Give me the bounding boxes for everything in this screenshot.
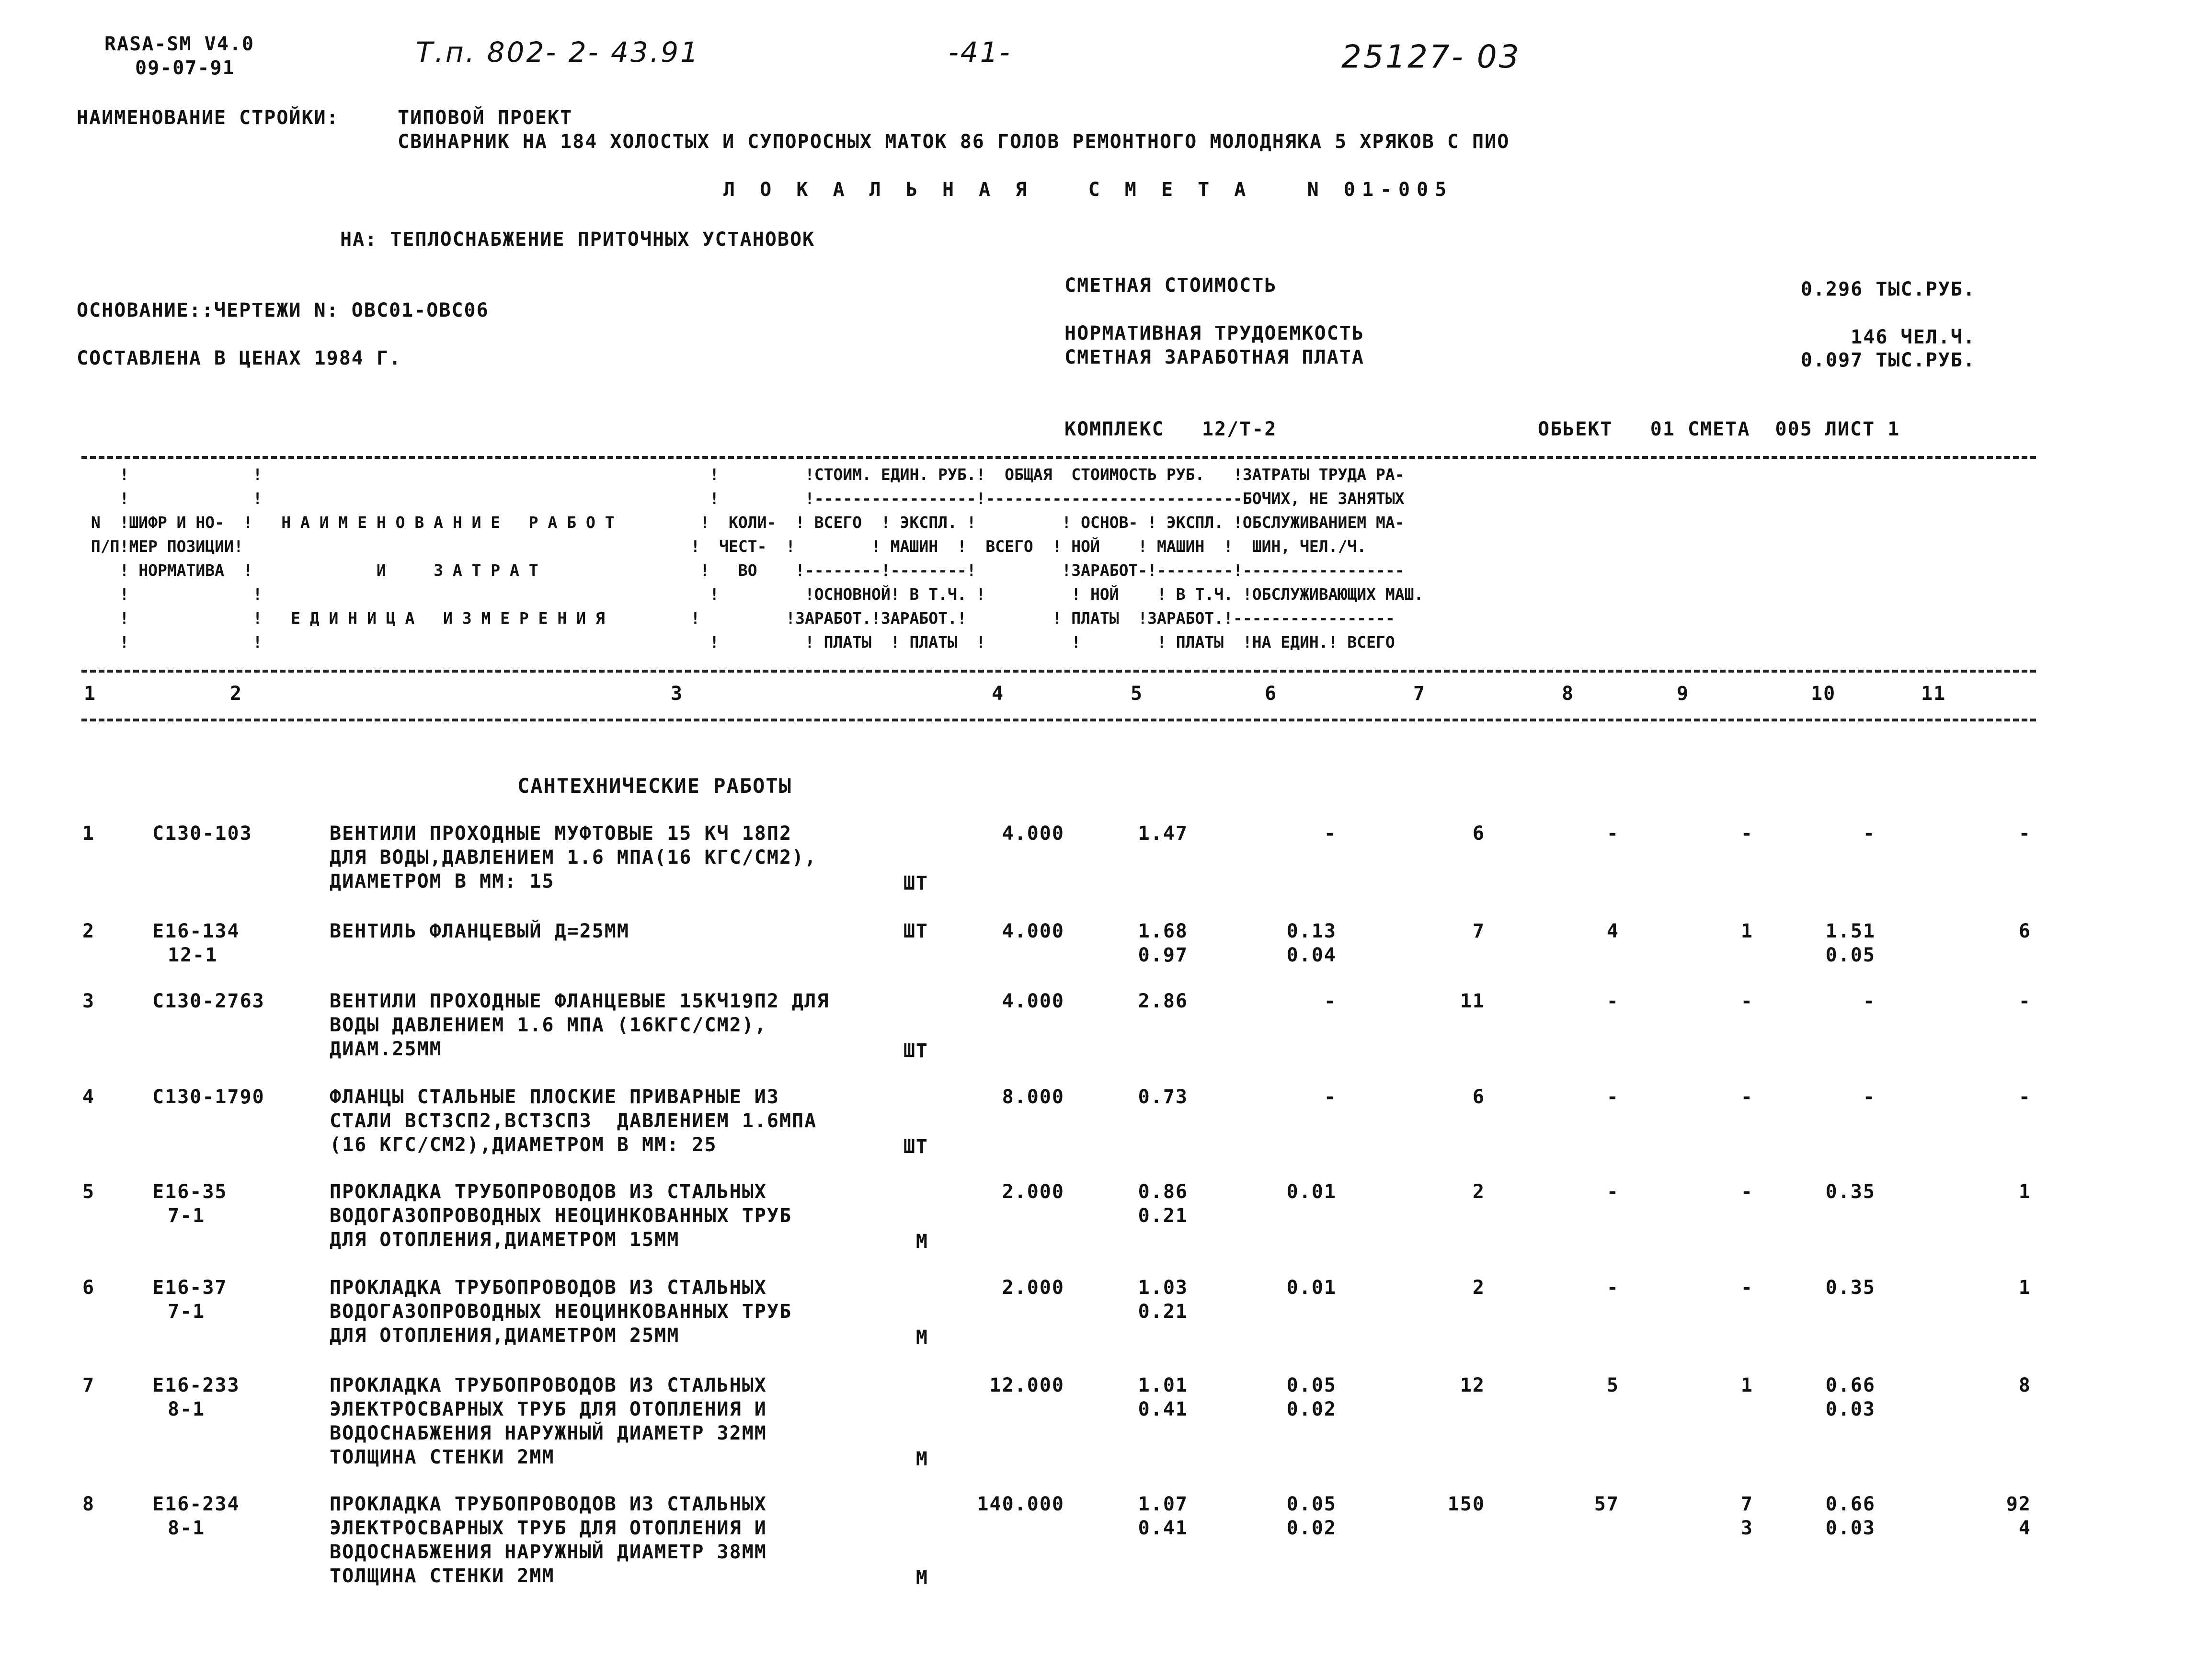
position-code: 12-1 [168, 944, 218, 966]
work-name-line: ДИАМЕТРОМ В ММ: 15 [330, 870, 555, 892]
unit-of-measure: ШТ [903, 1136, 928, 1158]
position-code: Е16-233 [152, 1374, 240, 1396]
machine-cost-cell: 0.01 [1286, 1277, 1337, 1299]
quantity-cell: 4.000 [1002, 823, 1064, 845]
labor-per-unit-cell: 0.66 [1825, 1374, 1876, 1396]
row-number: 1 [82, 823, 95, 845]
work-name-line: ПРОКЛАДКА ТРУБОПРОВОДОВ ИЗ СТАЛЬНЫХ [330, 1374, 767, 1396]
position-code: 7-1 [168, 1301, 206, 1323]
machine-cost-cell: 0.05 [1286, 1374, 1337, 1396]
position-code: Е16-37 [152, 1277, 228, 1299]
document-title: Л О К А Л Ь Н А Я С М Е Т А N 01-005 [723, 179, 1453, 201]
column-number: 7 [1413, 683, 1426, 705]
unit-cost-cell: 0.41 [1138, 1398, 1188, 1420]
program-date: 09-07-91 [135, 57, 235, 79]
work-name-line: ДИАМ.25ММ [330, 1038, 442, 1060]
machine-total-cell: - [1740, 1277, 1753, 1299]
machine-cost-cell: 0.05 [1286, 1493, 1337, 1515]
header-line: ! ! ! ! ПЛАТЫ ! ПЛАТЫ ! ! ! ПЛАТЫ !НА ЕДИН.! ВСЕГО [81, 633, 1395, 651]
header-top-rule [81, 456, 2036, 459]
work-name-line: ВОДОГАЗОПРОВОДНЫХ НЕОЦИНКОВАННЫХ ТРУБ [330, 1301, 792, 1323]
labor-total-cell: 4 [2018, 1517, 2031, 1539]
work-name-line: (16 КГС/СМ2),ДИАМЕТРОМ В ММ: 25 [330, 1134, 717, 1156]
machine-total-cell: - [1740, 1181, 1753, 1203]
work-name-line: ФЛАНЦЫ СТАЛЬНЫЕ ПЛОСКИЕ ПРИВАРНЫЕ ИЗ [330, 1086, 779, 1108]
header-bottom-rule [81, 719, 2036, 721]
header-line: ! ! ! !-----------------!---------------------------БОЧИХ, НЕ ЗАНЯТЫХ [81, 489, 1405, 508]
work-name-line: ЭЛЕКТРОСВАРНЫХ ТРУБ ДЛЯ ОТОПЛЕНИЯ И [330, 1398, 767, 1420]
labor-total-cell: - [2018, 1086, 2031, 1108]
base-wage-cell: - [1606, 1086, 1619, 1108]
section-title: САНТЕХНИЧЕСКИЕ РАБОТЫ [517, 774, 792, 798]
header-line: ! НОРМАТИВА ! И З А Т Р А Т ! ВО !--------!--------! !ЗАРАБОТ-!--------!----------------- [81, 561, 1405, 580]
labor-total-cell: 1 [2018, 1277, 2031, 1299]
quantity-cell: 140.000 [977, 1493, 1064, 1515]
base-wage-cell: - [1606, 990, 1619, 1012]
construction-line2: СВИНАРНИК НА 184 ХОЛОСТЫХ И СУПОРОСНЫХ МАТОК 86 ГОЛОВ РЕМОНТНОГО МОЛОДНЯКА 5 ХРЯКОВ С ПИО [398, 131, 1510, 153]
unit-cost-cell: 0.21 [1138, 1205, 1188, 1227]
machine-total-cell: 3 [1740, 1517, 1753, 1539]
work-name-line: ПРОКЛАДКА ТРУБОПРОВОДОВ ИЗ СТАЛЬНЫХ [330, 1493, 767, 1515]
quantity-cell: 8.000 [1002, 1086, 1064, 1108]
row-number: 8 [82, 1493, 95, 1515]
labor-per-unit-cell: 0.35 [1825, 1277, 1876, 1299]
header-line: ! ! ! !СТОИМ. ЕДИН. РУБ.! ОБЩАЯ СТОИМОСТЬ РУБ. !ЗАТРАТЫ ТРУДА РА- [81, 465, 1405, 484]
machine-cost-cell: - [1324, 823, 1337, 845]
labor-per-unit-cell: 0.03 [1825, 1398, 1876, 1420]
column-number: 1 [84, 683, 97, 705]
labor-per-unit-cell: 0.66 [1825, 1493, 1876, 1515]
row-number: 2 [82, 920, 95, 942]
position-code: Е16-134 [152, 920, 240, 942]
wage-label: СМЕТНАЯ ЗАРАБОТНАЯ ПЛАТА [1064, 346, 1364, 368]
position-code: С130-2763 [152, 990, 265, 1012]
machine-cost-cell: 0.13 [1286, 920, 1337, 942]
total-cost-cell: 150 [1447, 1493, 1485, 1515]
labor-per-unit-cell: - [1863, 823, 1876, 845]
column-number: 8 [1562, 683, 1575, 705]
labor-per-unit-cell: - [1863, 990, 1876, 1012]
labor-value: 146 ЧЕЛ.Ч. [1851, 326, 1976, 348]
header-mid-rule [81, 670, 2036, 673]
machine-cost-cell: 0.04 [1286, 944, 1337, 966]
unit-cost-cell: 1.68 [1138, 920, 1188, 942]
total-cost-cell: 6 [1472, 823, 1485, 845]
unit-cost-cell: 1.07 [1138, 1493, 1188, 1515]
handwritten-project-ref: Т.п. 802- 2- 43.91 [416, 36, 700, 69]
work-name-line: ПРОКЛАДКА ТРУБОПРОВОДОВ ИЗ СТАЛЬНЫХ [330, 1277, 767, 1299]
quantity-cell: 4.000 [1002, 920, 1064, 942]
column-number: 3 [671, 683, 684, 705]
unit-of-measure: М [915, 1448, 928, 1470]
machine-cost-cell: - [1324, 1086, 1337, 1108]
work-name-line: ПРОКЛАДКА ТРУБОПРОВОДОВ ИЗ СТАЛЬНЫХ [330, 1181, 767, 1203]
work-name-line: ТОЛЩИНА СТЕНКИ 2ММ [330, 1565, 555, 1587]
unit-of-measure: ШТ [903, 1040, 928, 1062]
row-number: 3 [82, 990, 95, 1012]
row-number: 4 [82, 1086, 95, 1108]
complex-label: КОМПЛЕКС 12/Т-2 [1064, 418, 1277, 440]
machine-cost-cell: 0.02 [1286, 1517, 1337, 1539]
work-name-line: СТАЛИ ВСТ3СП2,ВСТ3СП3 ДАВЛЕНИЕМ 1.6МПА [330, 1110, 817, 1132]
base-wage-cell: - [1606, 1277, 1619, 1299]
base-wage-cell: 57 [1594, 1493, 1619, 1515]
column-number: 4 [992, 683, 1005, 705]
header-line: ! ! ! !ОСНОВНОЙ! В Т.Ч. ! ! НОЙ ! В Т.Ч. !ОБСЛУЖИВАЮЩИХ МАШ. [81, 585, 1424, 604]
wage-value: 0.097 ТЫС.РУБ. [1800, 349, 1976, 371]
unit-cost-cell: 1.03 [1138, 1277, 1188, 1299]
row-number: 7 [82, 1374, 95, 1396]
labor-per-unit-cell: - [1863, 1086, 1876, 1108]
work-name-line: ВОДЫ ДАВЛЕНИЕМ 1.6 МПА (16КГС/СМ2), [330, 1014, 767, 1036]
unit-cost-cell: 0.73 [1138, 1086, 1188, 1108]
work-name-line: ВЕНТИЛЬ ФЛАНЦЕВЫЙ Д=25ММ [330, 920, 629, 942]
total-cost-cell: 11 [1460, 990, 1485, 1012]
price-base: СОСТАВЛЕНА В ЦЕНАХ 1984 Г. [77, 347, 402, 369]
unit-of-measure: ШТ [903, 872, 928, 894]
unit-cost-cell: 0.86 [1138, 1181, 1188, 1203]
unit-cost-cell: 0.21 [1138, 1301, 1188, 1323]
column-number: 11 [1921, 683, 1946, 705]
machine-total-cell: 7 [1740, 1493, 1753, 1515]
position-code: Е16-234 [152, 1493, 240, 1515]
column-number: 10 [1811, 683, 1836, 705]
unit-cost-cell: 1.01 [1138, 1374, 1188, 1396]
position-code: С130-1790 [152, 1086, 265, 1108]
handwritten-page-number: -41- [949, 36, 1012, 69]
unit-cost-cell: 0.97 [1138, 944, 1188, 966]
column-number: 5 [1131, 683, 1144, 705]
labor-per-unit-cell: 0.35 [1825, 1181, 1876, 1203]
quantity-cell: 2.000 [1002, 1277, 1064, 1299]
unit-cost-cell: 0.41 [1138, 1517, 1188, 1539]
base-wage-cell: 5 [1606, 1374, 1619, 1396]
row-number: 5 [82, 1181, 95, 1203]
labor-total-cell: 92 [2006, 1493, 2031, 1515]
machine-cost-cell: 0.01 [1286, 1181, 1337, 1203]
labor-total-cell: - [2018, 990, 2031, 1012]
work-name-line: ТОЛЩИНА СТЕНКИ 2ММ [330, 1446, 555, 1468]
construction-label: НАИМЕНОВАНИЕ СТРОЙКИ: [77, 107, 339, 129]
labor-per-unit-cell: 1.51 [1825, 920, 1876, 942]
total-cost-cell: 7 [1472, 920, 1485, 942]
header-lines [81, 463, 1423, 654]
labor-total-cell: 1 [2018, 1181, 2031, 1203]
unit-cost-cell: 2.86 [1138, 990, 1188, 1012]
program-stamp: RASA-SM V4.0 [104, 33, 254, 55]
work-name-line: ЭЛЕКТРОСВАРНЫХ ТРУБ ДЛЯ ОТОПЛЕНИЯ И [330, 1517, 767, 1539]
work-name-line: ВОДОГАЗОПРОВОДНЫХ НЕОЦИНКОВАННЫХ ТРУБ [330, 1205, 792, 1227]
labor-per-unit-cell: 0.05 [1825, 944, 1876, 966]
unit-of-measure: М [915, 1326, 928, 1349]
machine-total-cell: 1 [1740, 1374, 1753, 1396]
labor-total-cell: 8 [2018, 1374, 2031, 1396]
quantity-cell: 12.000 [989, 1374, 1064, 1396]
machine-total-cell: 1 [1740, 920, 1753, 942]
base-wage-cell: 4 [1606, 920, 1619, 942]
column-number: 2 [230, 683, 243, 705]
unit-cost-cell: 1.47 [1138, 823, 1188, 845]
basis: ОСНОВАНИЕ::ЧЕРТЕЖИ N: ОВС01-ОВС06 [77, 299, 489, 321]
work-name-line: ВОДОСНАБЖЕНИЯ НАРУЖНЫЙ ДИАМЕТР 38ММ [330, 1541, 767, 1563]
estimated-cost-value: 0.296 ТЫС.РУБ. [1800, 278, 1976, 300]
header-line: П/П!МЕР ПОЗИЦИИ! ! ЧЕСТ- ! ! МАШИН ! ВСЕГО ! НОЙ ! МАШИН ! ШИН, ЧЕЛ./Ч. [81, 537, 1367, 556]
position-code: С130-103 [152, 823, 252, 845]
total-cost-cell: 12 [1460, 1374, 1485, 1396]
position-code: 8-1 [168, 1517, 206, 1539]
object-sheet-label: ОБЬЕКТ 01 СМЕТА 005 ЛИСТ 1 [1538, 418, 1900, 440]
position-code: 8-1 [168, 1398, 206, 1420]
work-name-line: ВЕНТИЛИ ПРОХОДНЫЕ ФЛАНЦЕВЫЕ 15КЧ19П2 ДЛЯ [330, 990, 830, 1012]
work-name-line: ВОДОСНАБЖЕНИЯ НАРУЖНЫЙ ДИАМЕТР 32ММ [330, 1422, 767, 1444]
position-code: Е16-35 [152, 1181, 228, 1203]
machine-total-cell: - [1740, 990, 1753, 1012]
machine-total-cell: - [1740, 823, 1753, 845]
unit-of-measure: М [915, 1567, 928, 1589]
machine-cost-cell: - [1324, 990, 1337, 1012]
header-line: ! ! Е Д И Н И Ц А И З М Е Р Е Н И Я ! !ЗАРАБОТ.!ЗАРАБОТ.! ! ПЛАТЫ !ЗАРАБОТ.!----------------- [81, 609, 1395, 628]
work-name-line: ДЛЯ ВОДЫ,ДАВЛЕНИЕМ 1.6 МПА(16 КГС/СМ2), [330, 846, 817, 869]
table-header [81, 463, 2041, 664]
work-name-line: ДЛЯ ОТОПЛЕНИЯ,ДИАМЕТРОМ 25ММ [330, 1325, 680, 1347]
labor-total-cell: - [2018, 823, 2031, 845]
total-cost-cell: 6 [1472, 1086, 1485, 1108]
labor-label: НОРМАТИВНАЯ ТРУДОЕМКОСТЬ [1064, 322, 1364, 344]
total-cost-cell: 2 [1472, 1181, 1485, 1203]
unit-of-measure: М [915, 1231, 928, 1253]
quantity-cell: 2.000 [1002, 1181, 1064, 1203]
column-number: 9 [1677, 683, 1690, 705]
header-line: N !ШИФР И НО- ! Н А И М Е Н О В А Н И Е Р А Б О Т ! КОЛИ- ! ВСЕГО ! ЭКСПЛ. ! ! ОСНОВ- ! ЭКСПЛ. !ОБСЛУЖИВАНИЕМ МА- [81, 513, 1405, 532]
row-number: 6 [82, 1277, 95, 1299]
base-wage-cell: - [1606, 823, 1619, 845]
construction-line1: ТИПОВОЙ ПРОЕКТ [398, 107, 573, 129]
quantity-cell: 4.000 [1002, 990, 1064, 1012]
machine-cost-cell: 0.02 [1286, 1398, 1337, 1420]
unit-of-measure: ШТ [903, 920, 928, 942]
total-cost-cell: 2 [1472, 1277, 1485, 1299]
document-purpose: НА: ТЕПЛОСНАБЖЕНИЕ ПРИТОЧНЫХ УСТАНОВОК [340, 229, 815, 251]
work-name-line: ДЛЯ ОТОПЛЕНИЯ,ДИАМЕТРОМ 15ММ [330, 1229, 680, 1251]
column-number: 6 [1265, 683, 1278, 705]
base-wage-cell: - [1606, 1181, 1619, 1203]
handwritten-doc-code: 25127- 03 [1341, 38, 1521, 75]
position-code: 7-1 [168, 1205, 206, 1227]
work-name-line: ВЕНТИЛИ ПРОХОДНЫЕ МУФТОВЫЕ 15 КЧ 18П2 [330, 823, 792, 845]
estimated-cost-label: СМЕТНАЯ СТОИМОСТЬ [1064, 274, 1277, 297]
labor-per-unit-cell: 0.03 [1825, 1517, 1876, 1539]
labor-total-cell: 6 [2018, 920, 2031, 942]
machine-total-cell: - [1740, 1086, 1753, 1108]
